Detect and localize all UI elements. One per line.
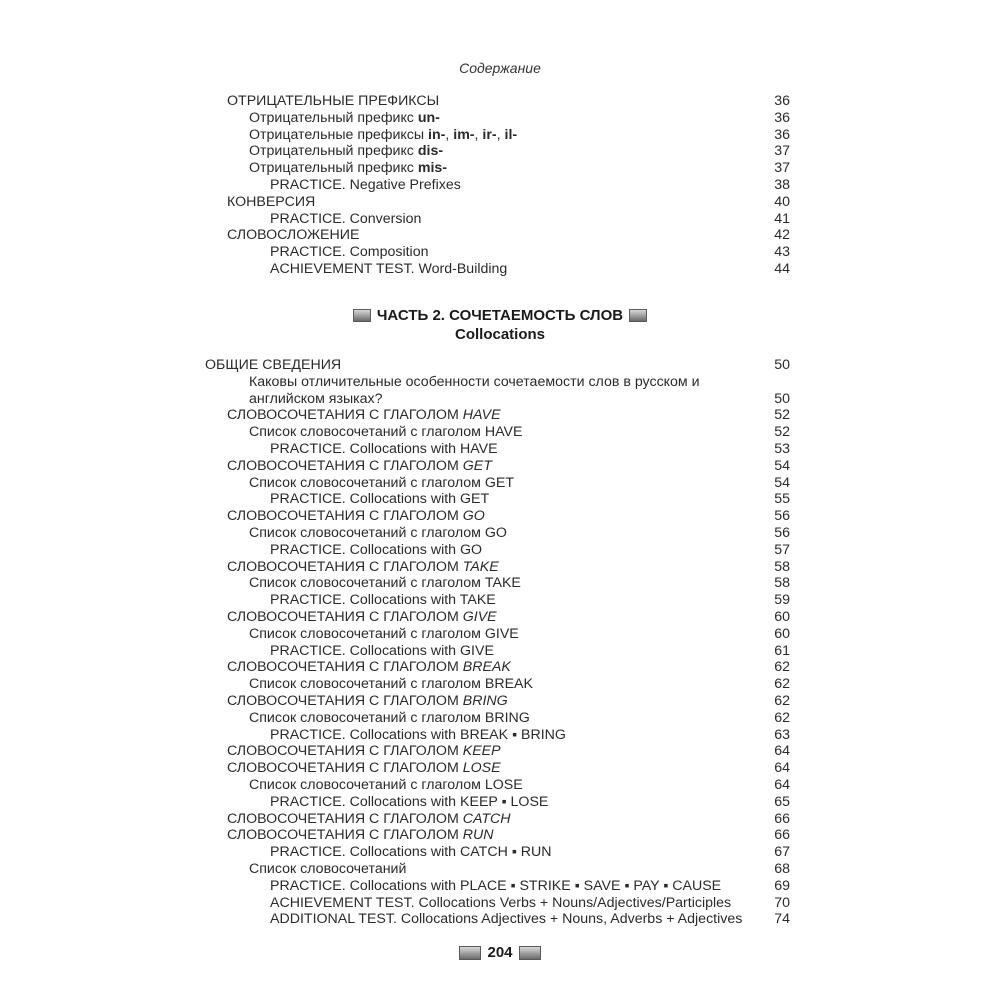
toc-entry-text: PRACTICE. Negative Prefixes [270, 176, 461, 193]
toc-entry-title [270, 244, 428, 261]
part-subtitle: Collocations [454, 326, 545, 343]
toc-entry-text: СЛОВОСОЧЕТАНИЯ С ГЛАГОЛОМ [227, 508, 463, 525]
toc-entry-page: 42 [774, 227, 790, 244]
toc-entry-page: 68 [774, 860, 790, 877]
toc-entry-page: 57 [774, 541, 790, 558]
toc-entry-text: , [445, 126, 454, 143]
toc-entry-text: КОНВЕРСИЯ [227, 193, 316, 210]
toc-entry-page: 37 [774, 160, 790, 177]
toc-entry [0, 710, 1000, 727]
toc-entry-page: 62 [774, 709, 790, 726]
toc-entry [0, 441, 1000, 458]
toc-entry-title [249, 777, 523, 794]
toc-entry-text: im- [453, 126, 475, 143]
toc-entry-title [270, 542, 482, 559]
toc-entry [0, 626, 1000, 643]
toc-entry-text: in- [428, 126, 446, 143]
toc-entry-page: 60 [774, 608, 790, 625]
toc-entry [0, 895, 1000, 912]
toc-entry-page: 64 [774, 743, 790, 760]
toc-entry [0, 777, 1000, 794]
toc-entry [0, 110, 1000, 127]
toc-entry-text: TAKE [462, 558, 499, 575]
toc-entry-title [249, 424, 522, 441]
decorative-bar-left [353, 309, 371, 322]
toc-entry-page: 69 [774, 877, 790, 894]
toc-entry-text: dis- [417, 143, 444, 160]
toc-entry-title [249, 143, 443, 160]
toc-entry-page: 52 [774, 424, 790, 441]
toc-entry-title [270, 211, 421, 228]
toc-entry [0, 374, 1000, 408]
toc-entry-title [227, 93, 439, 110]
toc-entry [0, 878, 1000, 895]
toc-entry [0, 261, 1000, 278]
toc-entry-title [227, 743, 501, 760]
toc-entry-title [270, 727, 566, 744]
toc-entry-text: СЛОВОСОЧЕТАНИЯ С ГЛАГОЛОМ [227, 558, 463, 575]
toc-entry [0, 643, 1000, 660]
toc-entry-text: СЛОВОСОЧЕТАНИЯ С ГЛАГОЛОМ [227, 608, 463, 625]
toc-entry-text: СЛОВОСОЧЕТАНИЯ С ГЛАГОЛОМ [227, 692, 463, 709]
toc-entry-text: HAVE [462, 407, 501, 424]
part-heading [0, 305, 1000, 345]
toc-entry-page: 36 [774, 126, 790, 143]
toc-entry-title [270, 491, 489, 508]
toc-entry-text: Список словосочетаний с глаголом BREAK [249, 676, 533, 693]
toc-entry [0, 609, 1000, 626]
toc-entry [0, 177, 1000, 194]
toc-entry-text: PRACTICE. Collocations with KEEP ▪ LOSE [270, 793, 549, 810]
toc-entry-page: 56 [774, 508, 790, 525]
toc-entry-title [249, 861, 406, 878]
toc-entry-page: 58 [774, 558, 790, 575]
page-footer [0, 944, 1000, 961]
toc-entry-text: ACHIEVEMENT TEST. Word-Building [270, 260, 508, 277]
toc-entry-page: 36 [774, 109, 790, 126]
toc-entry [0, 743, 1000, 760]
toc-entry-title [227, 659, 511, 676]
part-title: ЧАСТЬ 2. СОЧЕТАЕМОСТЬ СЛОВ [376, 306, 624, 324]
toc-entry-text: Список словосочетаний с глаголом TAKE [249, 575, 521, 592]
toc-entry [0, 861, 1000, 878]
toc-entry-page: 64 [774, 776, 790, 793]
toc-entry-title [270, 592, 496, 609]
toc-entry-text: Список словосочетаний с глаголом HAVE [249, 424, 523, 441]
decorative-bar-right [629, 309, 647, 322]
toc-entry-text: Отрицательный префикс [249, 160, 418, 177]
toc-entry-page: 56 [774, 524, 790, 541]
page-number: 204 [487, 944, 513, 961]
toc-entry-page: 70 [774, 894, 790, 911]
toc-entry [0, 911, 1000, 928]
toc-entry-title [270, 643, 494, 660]
toc-entry-title [249, 475, 514, 492]
toc-entry-text: Список словосочетаний с глаголом GIVE [249, 625, 519, 642]
toc-entry-page: 54 [774, 474, 790, 491]
toc-entry-text: Список словосочетаний с глаголом BRING [249, 709, 530, 726]
toc-entry-page: 38 [774, 176, 790, 193]
toc-entry-text: PRACTICE. Collocations with GET [270, 491, 490, 508]
toc-entry-text: СЛОВОСОЧЕТАНИЯ С ГЛАГОЛОМ [227, 457, 463, 474]
toc-entry-text: il- [504, 126, 518, 143]
toc-entry-title [270, 794, 548, 811]
toc-entry-text: PRACTICE. Collocations with GIVE [270, 642, 494, 659]
toc-entry-title [249, 575, 521, 592]
toc-entry-page: 61 [774, 642, 790, 659]
toc-entry-text: PRACTICE. Conversion [270, 210, 422, 227]
toc-entry-text: LOSE [462, 760, 501, 777]
toc-entry-title [249, 110, 440, 127]
toc-entry-page: 60 [774, 625, 790, 642]
toc-entry [0, 794, 1000, 811]
toc-entry [0, 525, 1000, 542]
toc-entry-title [227, 811, 511, 828]
toc-entry [0, 811, 1000, 828]
toc-entry-title [249, 626, 519, 643]
toc-entry-title [270, 261, 507, 278]
toc-entry-title [249, 710, 530, 727]
toc-entry [0, 676, 1000, 693]
toc-entry-title [227, 609, 497, 626]
toc-entry-text: CATCH [462, 810, 511, 827]
toc-entry-page: 44 [774, 260, 790, 277]
toc-entry [0, 475, 1000, 492]
toc-entry-page: 74 [774, 911, 790, 928]
toc-entry-page: 50 [774, 357, 790, 373]
toc-entry-title [227, 760, 501, 777]
toc-entry-text: ОБЩИЕ СВЕДЕНИЯ [205, 357, 342, 373]
toc-entry-page: 65 [774, 793, 790, 810]
toc-entry-text: , [496, 126, 505, 143]
toc-entry-title [227, 458, 492, 475]
toc-entry-text: PRACTICE. Collocations with GO [270, 541, 483, 558]
toc-entry-text: ОТРИЦАТЕЛЬНЫЕ ПРЕФИКСЫ [227, 93, 440, 109]
toc-entry-title [249, 676, 533, 693]
toc-entry-title [249, 127, 517, 144]
toc-entry-text: СЛОВОСОЧЕТАНИЯ С ГЛАГОЛОМ [227, 743, 463, 760]
toc-entry [0, 844, 1000, 861]
toc-entry [0, 357, 1000, 374]
toc-entry [0, 143, 1000, 160]
toc-entry-page: 62 [774, 676, 790, 693]
toc-entry [0, 127, 1000, 144]
toc-entry-page: 63 [774, 726, 790, 743]
toc-entry-page: 43 [774, 244, 790, 261]
toc-entry-page: 50 [774, 390, 790, 407]
toc-entry-text: GET [462, 457, 492, 474]
toc-entry [0, 592, 1000, 609]
toc-entry-text: PRACTICE. Collocations with HAVE [270, 440, 498, 457]
toc-entry-page: 54 [774, 457, 790, 474]
decorative-bar-right [519, 946, 541, 960]
toc-entry-title [270, 177, 461, 194]
toc-entry-text: GO [462, 508, 485, 525]
toc-entry-page: 36 [774, 93, 790, 109]
toc-entry-title [270, 895, 731, 912]
toc-entry-page: 59 [774, 592, 790, 609]
toc-entry-title [227, 827, 493, 844]
toc-entry [0, 458, 1000, 475]
running-header: Содержание [459, 60, 541, 76]
toc-entry-title [249, 374, 729, 408]
toc-entry [0, 227, 1000, 244]
toc-entry-text: Список словосочетаний с глаголом GO [249, 524, 507, 541]
toc-entry-text: mis- [417, 160, 448, 177]
toc-entry-page: 37 [774, 143, 790, 160]
toc-entry [0, 244, 1000, 261]
toc-entry-page: 40 [774, 193, 790, 210]
toc-entry [0, 559, 1000, 576]
toc-entry-page: 53 [774, 440, 790, 457]
toc-entry-text: СЛОВОСОЧЕТАНИЯ С ГЛАГОЛОМ [227, 407, 463, 424]
toc-entry-text: Список словосочетаний [249, 860, 407, 877]
toc-entry-title [227, 227, 359, 244]
toc-entry-text: PRACTICE. Composition [270, 244, 429, 261]
toc-entry-text: PRACTICE. Collocations with PLACE ▪ STRIKE ▪ SAVE ▪ PAY ▪ CAUSE [270, 877, 722, 894]
toc-entry-page: 62 [774, 659, 790, 676]
toc-entry [0, 424, 1000, 441]
toc-entry-title [227, 194, 315, 211]
toc-entry-text: СЛОВОСЛОЖЕНИЕ [227, 227, 360, 244]
toc-entry-text: PRACTICE. Collocations with TAKE [270, 592, 496, 609]
toc-entry-text: GIVE [462, 608, 497, 625]
toc-entry [0, 727, 1000, 744]
toc-section-collocations [0, 357, 1000, 928]
toc-entry [0, 575, 1000, 592]
toc-entry-text: СЛОВОСОЧЕТАНИЯ С ГЛАГОЛОМ [227, 827, 463, 844]
toc-entry-title [270, 844, 551, 861]
toc-entry-text: Список словосочетаний с глаголом LOSE [249, 776, 523, 793]
toc-entry [0, 693, 1000, 710]
decorative-bar-left [459, 946, 481, 960]
toc-entry-page: 55 [774, 491, 790, 508]
toc-entry [0, 93, 1000, 110]
toc-entry-page: 52 [774, 407, 790, 424]
toc-entry [0, 160, 1000, 177]
toc-entry-page: 66 [774, 810, 790, 827]
toc-entry-text: СЛОВОСОЧЕТАНИЯ С ГЛАГОЛОМ [227, 659, 463, 676]
toc-entry [0, 211, 1000, 228]
toc-entry-page: 58 [774, 575, 790, 592]
toc-entry-text: СЛОВОСОЧЕТАНИЯ С ГЛАГОЛОМ [227, 760, 463, 777]
toc-entry-title [270, 878, 721, 895]
toc-entry-text: Список словосочетаний с глаголом GET [249, 474, 515, 491]
toc-entry [0, 760, 1000, 777]
toc-entry-text: Отрицательный префикс [249, 143, 418, 160]
toc-entry-text: PRACTICE. Collocations with BREAK ▪ BRING [270, 726, 566, 743]
toc-section-word-building [0, 93, 1000, 278]
toc-entry [0, 407, 1000, 424]
toc-entry-text: Отрицательные префиксы [249, 126, 429, 143]
toc-entry-text: PRACTICE. Collocations with CATCH ▪ RUN [270, 844, 552, 861]
toc-entry [0, 194, 1000, 211]
toc-entry-text: RUN [462, 827, 494, 844]
toc-entry-text: , [474, 126, 483, 143]
toc-entry-page: 66 [774, 827, 790, 844]
toc-entry-text: ACHIEVEMENT TEST. Collocations Verbs + Nouns/Adjectives/Participles [270, 894, 732, 911]
toc-entry [0, 508, 1000, 525]
toc-entry-text: ir- [482, 126, 497, 143]
toc-entry-title [227, 693, 508, 710]
toc-entry [0, 827, 1000, 844]
toc-entry-text: BRING [462, 692, 508, 709]
toc-entry-text: un- [417, 109, 440, 126]
toc-entry-text: KEEP [462, 743, 501, 760]
toc-entry-page: 67 [774, 844, 790, 861]
toc-entry [0, 659, 1000, 676]
toc-entry-text: BREAK [462, 659, 511, 676]
toc-entry-page: 64 [774, 760, 790, 777]
toc-entry-title [249, 160, 447, 177]
toc-entry-page: 62 [774, 692, 790, 709]
toc-entry-text: СЛОВОСОЧЕТАНИЯ С ГЛАГОЛОМ [227, 810, 463, 827]
toc-entry-title [270, 441, 498, 458]
toc-entry [0, 542, 1000, 559]
toc-entry-text: ADDITIONAL TEST. Collocations Adjectives + Nouns, Adverbs + Adjectives [270, 911, 743, 928]
toc-entry-title [249, 525, 507, 542]
toc-entry-title [227, 508, 485, 525]
toc-entry-title [205, 357, 341, 374]
toc-entry-title [227, 407, 501, 424]
toc-entry [0, 491, 1000, 508]
toc-entry-text: Отрицательный префикс [249, 109, 418, 126]
toc-entry-text: Каковы отличительные особенности сочетаемости слов в русском и английском языках? [249, 373, 700, 407]
toc-entry-title [270, 911, 742, 928]
toc-entry-title [227, 559, 499, 576]
toc-entry-page: 41 [774, 210, 790, 227]
